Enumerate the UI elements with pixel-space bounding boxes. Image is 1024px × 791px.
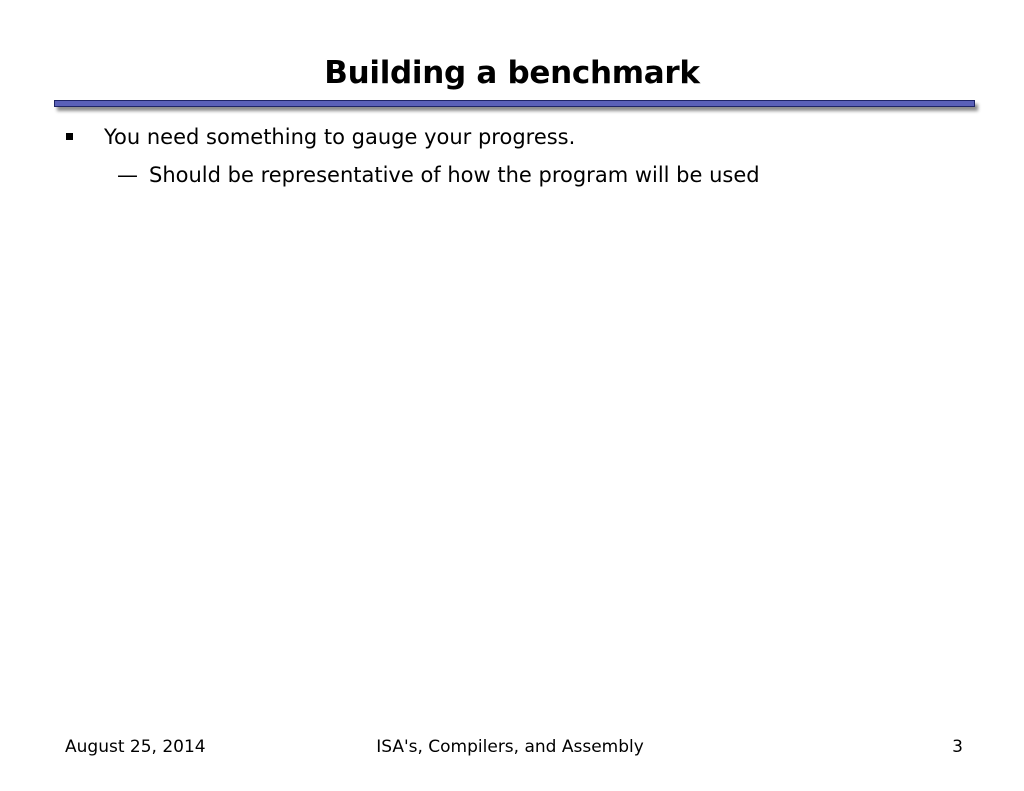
footer-date: August 25, 2014 bbox=[65, 737, 206, 757]
bullet-text: You need something to gauge your progress. bbox=[104, 125, 576, 149]
dash-bullet-icon: — bbox=[117, 163, 138, 187]
page-number: 3 bbox=[952, 737, 963, 757]
sub-bullet-text: Should be representative of how the program will be used bbox=[149, 163, 760, 187]
title-divider bbox=[54, 100, 975, 107]
footer-title-text: ISA's, Compilers, and Assembly bbox=[376, 737, 644, 757]
footer-title bbox=[0, 736, 1024, 758]
slide-title: Building a benchmark bbox=[324, 55, 700, 91]
square-bullet-icon bbox=[66, 133, 73, 140]
